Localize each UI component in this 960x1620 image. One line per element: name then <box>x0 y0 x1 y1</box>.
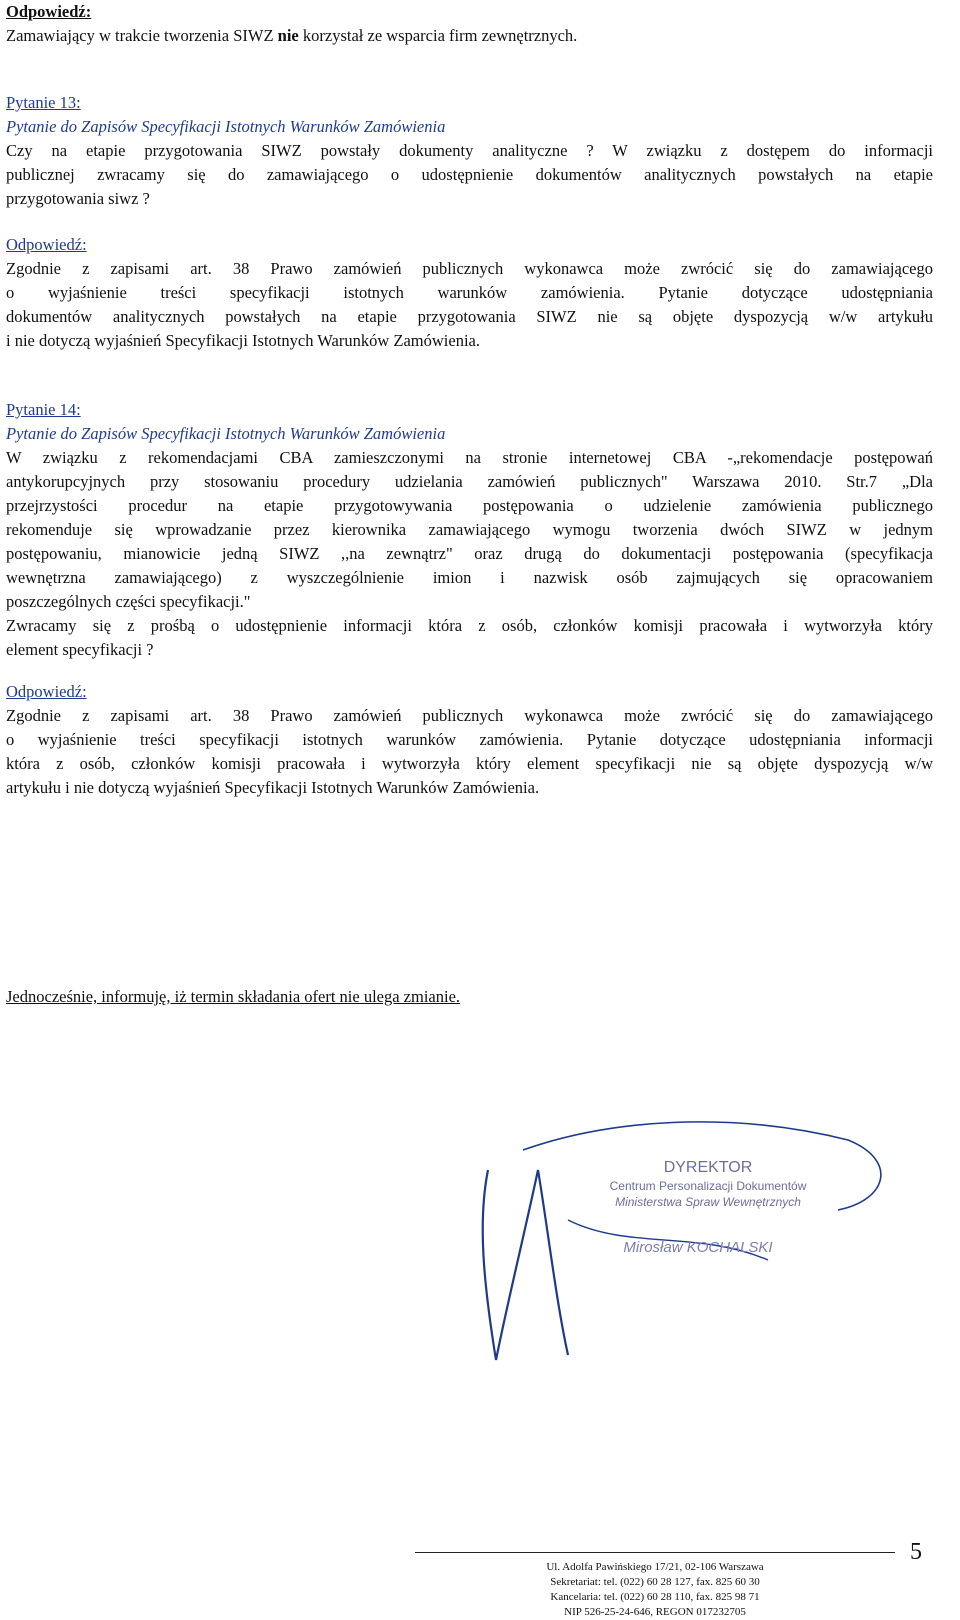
answer-text-part: Zamawiający w trakcie tworzenia SIWZ <box>6 26 278 45</box>
answer-line: Zgodnie z zapisami art. 38 Prawo zamówień publicznych wykonawca może zwrócić się do zamawiającego <box>6 706 933 725</box>
stamp-line: Mirosław KOCHALSKI <box>623 1239 773 1256</box>
footer-line: Kancelaria: tel. (022) 60 28 110, fax. 825 98 71 <box>550 1591 760 1603</box>
question-line: publicznej zwracamy się do zamawiającego o udostępnienie dokumentów analitycznych powstałych na etapie <box>6 165 933 184</box>
answer-label: Odpowiedź: <box>6 682 87 701</box>
question-heading: Pytanie 13: <box>6 93 81 112</box>
question-13 <box>6 91 933 211</box>
answer-line: i nie dotyczą wyjaśnień Specyfikacji Istotnych Warunków Zamówienia. <box>6 331 480 350</box>
question-line: przejrzystości procedur na etapie przygotowywania postępowania o udzielenie zamówienia publicznego <box>6 496 933 515</box>
notice <box>6 985 933 1009</box>
footer-line: Ul. Adolfa Pawińskiego 17/21, 02-106 Warszawa <box>546 1561 764 1573</box>
question-subheading: Pytanie do Zapisów Specyfikacji Istotnych Warunków Zamówienia <box>6 117 446 136</box>
answer-label: Odpowiedź: <box>6 235 87 254</box>
question-line: rekomenduje się wprowadzanie przez kierownika zamawiającego wymogu tworzenia dwóch SIWZ w jednym <box>6 520 933 539</box>
question-14 <box>6 398 933 662</box>
stamp-line: DYREKTOR <box>663 1159 753 1176</box>
question-subheading: Pytanie do Zapisów Specyfikacji Istotnych Warunków Zamówienia <box>6 424 446 443</box>
question-line: Zwracamy się z prośbą o udostępnienie informacji która z osób, członków komisji pracowała i wytworzyła który <box>6 616 933 635</box>
answer-line: która z osób, członków komisji pracowała i wytworzyła który element specyfikacji nie są objęte dyspozycją w/w <box>6 754 933 773</box>
answer-line: dokumentów analitycznych powstałych na etapie przygotowania SIWZ nie są objęte dyspozycją w/w artykułu <box>6 307 933 326</box>
question-line: Czy na etapie przygotowania SIWZ powstały dokumenty analityczne ? W związku z dostępem do informacji <box>6 141 933 160</box>
answer-line: o wyjaśnienie treści specyfikacji istotnych warunków zamówienia. Pytanie dotyczące udostępniania informacji <box>6 730 933 749</box>
stamp-line: Centrum Personalizacji Dokumentów <box>609 1179 807 1193</box>
question-line: antykorupcyjnych przy stosowaniu procedury udzielania zamówień publicznych" Warszawa 2010. Str.7 „Dla <box>6 472 933 491</box>
answer-12 <box>6 0 933 48</box>
footer-address <box>415 1560 895 1620</box>
question-line: postępowaniu, mianowicie jedną SIWZ ,,na zewnątrz" oraz drugą do dokumentacji postępowania (specyfikacja <box>6 544 933 563</box>
question-line: W związku z rekomendacjami CBA zamieszczonymi na stronie internetowej CBA -„rekomendacje postępowań <box>6 448 933 467</box>
notice-text: Jednocześnie, informuję, iż termin składania ofert nie ulega zmianie. <box>6 987 461 1006</box>
answer-text-bold: nie <box>277 26 299 45</box>
stamp-line: Ministerstwa Spraw Wewnętrznych <box>615 1195 801 1209</box>
answer-text-part: korzystał ze wsparcia firm zewnętrznych. <box>298 26 578 45</box>
question-line: przygotowania siwz ? <box>6 189 150 208</box>
stamp-signature-graphic <box>468 1110 908 1370</box>
answer-label: Odpowiedź: <box>6 2 92 21</box>
answer-line: Zgodnie z zapisami art. 38 Prawo zamówień publicznych wykonawca może zwrócić się do zamawiającego <box>6 259 933 278</box>
answer-line: o wyjaśnienie treści specyfikacji istotnych warunków zamówienia. Pytanie dotyczące udostępniania <box>6 283 933 302</box>
footer-line: NIP 526-25-24-646, REGON 017232705 <box>564 1606 746 1618</box>
answer-text <box>6 24 933 48</box>
question-line: poszczególnych części specyfikacji." <box>6 592 251 611</box>
question-heading: Pytanie 14: <box>6 400 81 419</box>
answer-line: artykułu i nie dotyczą wyjaśnień Specyfikacji Istotnych Warunków Zamówienia. <box>6 778 540 797</box>
answer-14 <box>6 680 933 800</box>
director-stamp <box>468 1110 908 1370</box>
page-number: 5 <box>910 1539 922 1565</box>
question-line: wewnętrzna zamawiającego) z wyszczególnienie imion i nazwisk osób zajmujących się opracowaniem <box>6 568 933 587</box>
answer-13 <box>6 233 933 353</box>
footer-line: Sekretariat: tel. (022) 60 28 127, fax. 825 60 30 <box>550 1576 760 1588</box>
signature-stroke <box>483 1170 568 1360</box>
footer-divider <box>415 1552 895 1553</box>
question-line: element specyfikacji ? <box>6 640 154 659</box>
